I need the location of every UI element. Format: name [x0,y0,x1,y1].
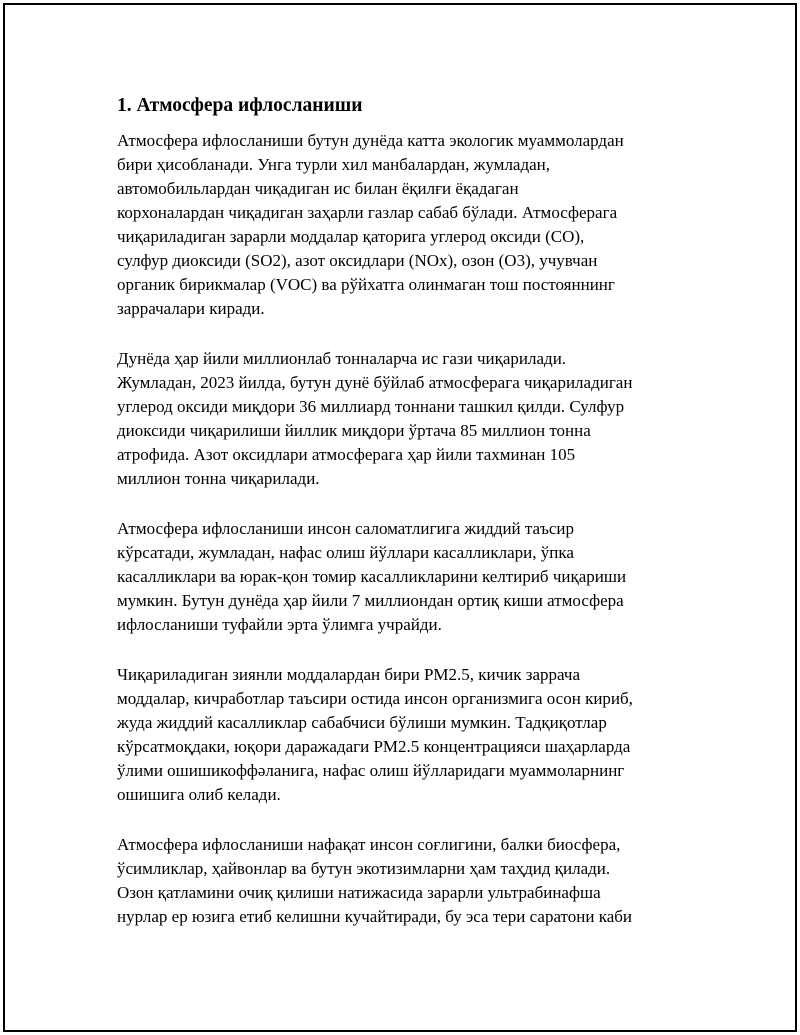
paragraph-2: Дунёда ҳар йили миллионлаб тонналарча ис гази чиқарилади. Жумладан, 2023 йилда, бутун дунё бўйлаб атмосферага чиқариладиган углерод оксиди миқдори 36 миллиард тоннани ташкил қилди. Сулфур диоксиди чиқарилиши йиллик миқдори ўртача 85 миллион тонна атрофида. Азот оксидлари атмосферага ҳар йили тахминан 105 миллион тонна чиқарилади. [117,349,633,488]
section-heading: 1. Атмосфера ифлосланиши [117,95,363,116]
paragraph-4: Чиқариладиган зиянли моддалардан бири PM2.5, кичик заррача моддалар, кичработлар таъсири остида инсон организмига осон кириб, жуда жиддий касалликлар сабабчиси бўлиши мумкин. Тадқиқотлар кўрсатмоқдаки, юқори даражадаги PM2.5 концентрацияси шаҳарларда ўлими ошишикоффәланига, нафас олиш йўлларидаги муаммоларнинг ошишига олиб келади. [117,665,633,804]
paragraph-3: Атмосфера ифлосланиши инсон саломатлигига жиддий таъсир кўрсатади, жумладан, нафас олиш йўллари касалликлари, ўпка касалликлари ва юрак-қон томир касалликларини келтириб чиқариши мумкин. Бутун дунёда ҳар йили 7 миллиондан ортиқ киши атмосфера ифлосланиши туфайли эрта ўлимга учрайди. [117,519,627,634]
paragraph-5: Атмосфера ифлосланиши нафақат инсон соғлигини, балки биосфера, ўсимликлар, ҳайвонлар ва бутун экотизимларни ҳам таҳдид қилади. Озон қатламини очиқ қилиши натижасида зарарли ультрабинафша нурлар ер юзига етиб келишни кучайтиради, бу эса тери саратони каби [117,835,632,926]
paragraph-1: Атмосфера ифлосланиши бутун дунёда катта экологик муаммолардан бири ҳисобланади. Унга турли хил манбалардан, жумладан, автомобильлардан чиқадиган ис билан ёқилғи ёқадаган корхоналардан чиқадиган заҳарли газлар сабаб бўлади. Атмосферага чиқариладиган зарарли моддалар қаторига углерод оксиди (CO), сулфур диоксиди (SO2), азот оксидлари (NOx), озон (O3), учувчан органик бирикмалар (VOC) ва рўйхатга олинмаган тош постояннинг заррачалари киради. [117,131,624,318]
document-body [117,93,692,955]
